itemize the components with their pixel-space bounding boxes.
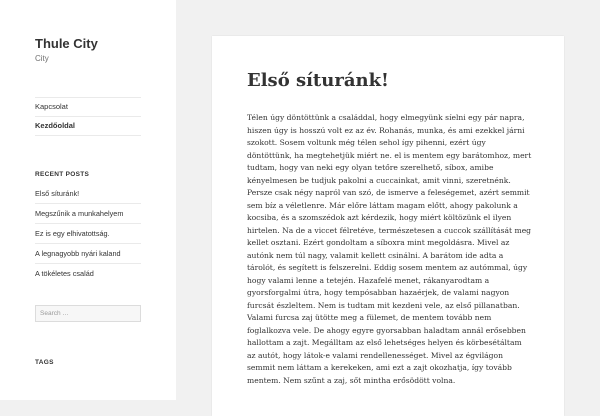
recent-posts-title: RECENT POSTS <box>35 171 90 178</box>
sidebar <box>0 0 176 400</box>
recent-post-link[interactable]: Első síturánk! <box>35 189 80 198</box>
nav-item-kapcsolat[interactable]: Kapcsolat <box>35 97 141 117</box>
recent-post-link[interactable]: Megszűnik a munkahelyem <box>35 203 141 223</box>
recent-post-link[interactable]: A legnagyobb nyári kaland <box>35 243 141 263</box>
recent-posts-list <box>35 184 141 283</box>
main-navigation <box>35 97 141 136</box>
recent-post-link[interactable]: Ez is egy elhivatottság. <box>35 223 141 243</box>
nav-item-kezdooldal[interactable]: Kezdőoldal <box>35 117 141 136</box>
search-input[interactable] <box>35 305 141 322</box>
site-title[interactable]: Thule City <box>35 36 98 51</box>
article-title[interactable]: Első síturánk! <box>247 70 389 91</box>
article-body: Télen úgy döntöttünk a családdal, hogy elmegyünk síelni egy pár napra, hiszen úgy is hosszú volt ez az év. Rohanás, munka, és ami ezekkel járni szokott. Sosem voltunk még télen sehol így pihenni, ezért úgy döntöttünk, ha megtehetjük miért ne. el is mentem egy barátomhoz, mert tudtam, hogy van neki egy olyan tetőre szerelhető, síbox, amibe kényelmesen be tudjuk pakolni a cuccainkat, amit vinni, szeretnénk. Persze csak négy napról van szó, de ismerve a feleségemet, azért semmit sem bíz a véletlenre. Már előre láttam magam előtt, ahogy pakolunk a kocsiba, és a szomszédok azt kérdezik, hogy miért költözünk el ilyen hirtelen. Na de a viccet félretéve, természetesen a cuccok szállítását meg kellet osztani. Ezért gondoltam a síboxra mint megoldásra. Mivel az autónk nem túl nagy, valamit kellett csinálni. A barátom ide adta a tárolót, és segített is felszerelni. Eddig sosem mentem az autómmal, úgy hogy valami lenne a tetején. Hazafelé menet, rákanyarodtam a gyorsforgalmi útra, hogy tempósabban hazaérjek, de valami nagyon furcsát észleltem. Nem is tudtam mit kezdeni vele, az első pillanatban. Valami furcsa zaj ütötte meg a fülemet, de mentem tovább nem foglalkozva vele. De ahogy egyre gyorsabban haladtam annál erősebben hallottam a zajt. Megálltam az első lehetséges helyen és körbesétáltam az autót, hogy látok-e valami rendellenességet. Mivel az égvilágon semmit nem láttam a kerekeken, ami ezt a zajt okozhatja, így tovább mentem. Nem szűnt a zaj, sőt mintha erősödött volna. <box>247 113 532 385</box>
article <box>212 36 564 416</box>
recent-post-link[interactable]: A tökéletes család <box>35 263 141 283</box>
tags-title: TAGS <box>35 359 54 366</box>
site-description: City <box>35 54 49 63</box>
